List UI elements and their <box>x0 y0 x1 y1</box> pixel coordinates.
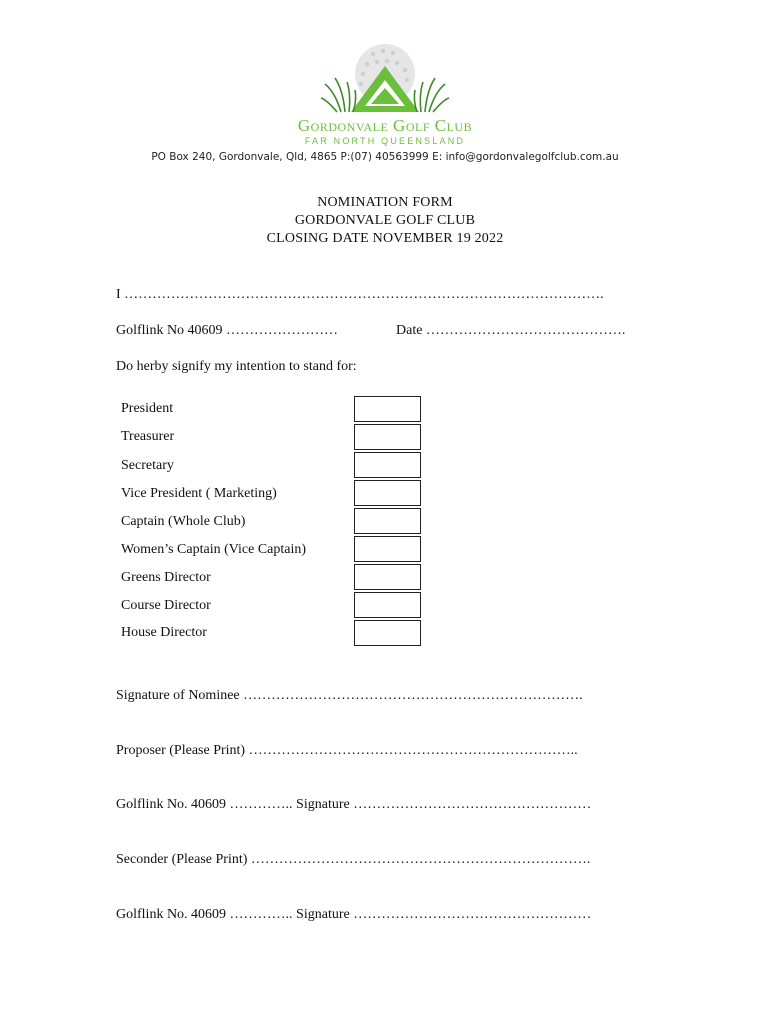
position-label: Women’s Captain (Vice Captain) <box>121 542 307 557</box>
position-checkbox-house-director[interactable] <box>354 620 421 646</box>
nominee-name-line[interactable]: I …………………………………………………………………………………………. <box>116 287 604 302</box>
position-label: Greens Director <box>121 570 211 585</box>
position-label: President <box>121 401 174 416</box>
position-checkbox-vice-president[interactable] <box>354 480 421 506</box>
position-checkbox-greens-director[interactable] <box>354 564 421 590</box>
position-label: Course Director <box>121 598 211 613</box>
position-label: Secretary <box>121 458 174 473</box>
position-checkbox-president[interactable] <box>354 396 421 422</box>
nominee-signature-line[interactable]: Signature of Nominee ………………………………………………………………. <box>116 688 583 703</box>
logo-club-name: Gordonvale Golf Club <box>297 116 473 135</box>
position-label: House Director <box>121 625 207 640</box>
closing-date-heading: CLOSING DATE NOVEMBER 19 2022 <box>266 231 504 246</box>
position-checkbox-treasurer[interactable] <box>354 424 421 450</box>
seconder-golflink-signature-line[interactable]: Golflink No. 40609 ………….. Signature …………………………………………… <box>116 907 592 922</box>
position-label: Captain (Whole Club) <box>121 514 246 529</box>
date-line[interactable]: Date ……………………………………. <box>396 323 626 338</box>
grass-right-icon <box>414 78 449 112</box>
position-label: Vice President ( Marketing) <box>121 486 277 501</box>
club-name-heading: GORDONVALE GOLF CLUB <box>294 213 476 228</box>
intention-statement: Do herby signify my intention to stand for: <box>116 359 357 374</box>
seconder-name-line[interactable]: Seconder (Please Print) ………………………………………………………………. <box>116 852 591 867</box>
grass-left-icon <box>321 78 356 112</box>
position-checkbox-course-director[interactable] <box>354 592 421 618</box>
position-checkbox-captain[interactable] <box>354 508 421 534</box>
logo-region: FAR NORTH QUEENSLAND <box>304 136 466 146</box>
position-label: Treasurer <box>121 429 175 444</box>
position-checkbox-secretary[interactable] <box>354 452 421 478</box>
contact-details: PO Box 240, Gordonvale, Qld, 4865 P:(07) 40563999 E: info@gordonvalegolfclub.com.au <box>151 151 619 163</box>
form-title: NOMINATION FORM <box>317 195 453 210</box>
golflink-number-line[interactable]: Golflink No 40609 …………………… <box>116 323 339 338</box>
proposer-golflink-signature-line[interactable]: Golflink No. 40609 ………….. Signature …………………………………………… <box>116 797 592 812</box>
position-checkbox-womens-captain[interactable] <box>354 536 421 562</box>
proposer-name-line[interactable]: Proposer (Please Print) …………………………………………………………….. <box>116 743 578 758</box>
